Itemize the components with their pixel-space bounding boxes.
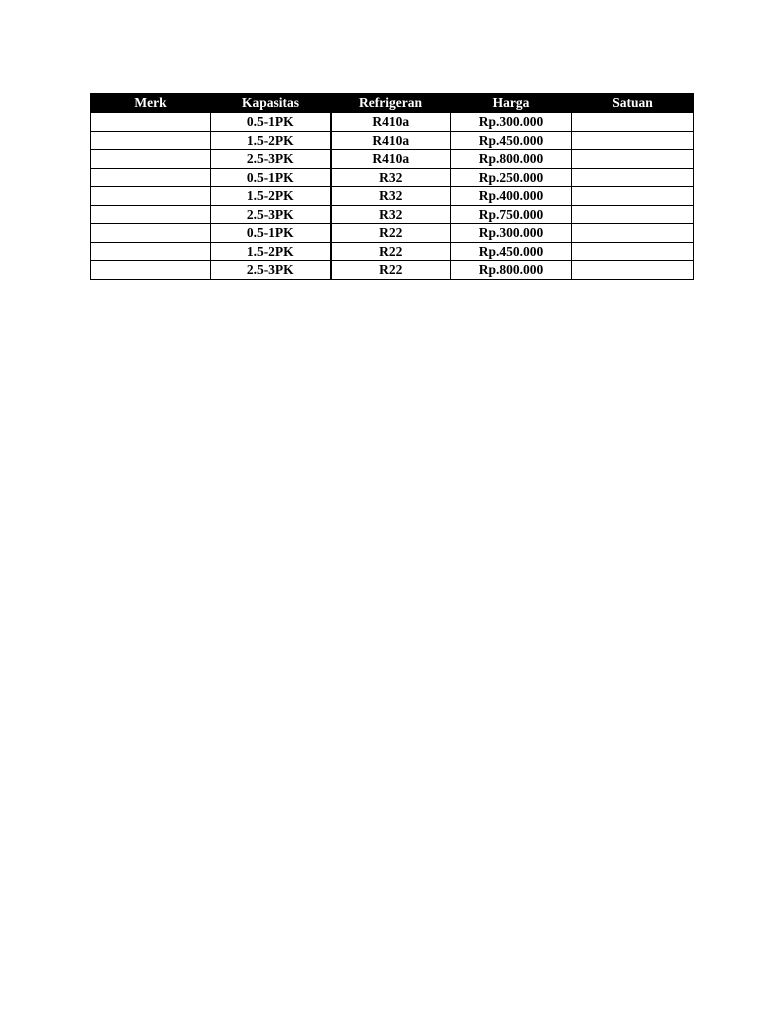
table-row	[91, 261, 694, 280]
refrigeran-cell: R410a	[331, 113, 451, 132]
header-merk: Merk	[91, 94, 211, 113]
refrigeran-cell: R410a	[331, 131, 451, 150]
merk-cell	[91, 131, 211, 150]
kapasitas-cell: 2.5-3PK	[211, 150, 331, 169]
header-satuan: Satuan	[572, 94, 694, 113]
kapasitas-cell: 2.5-3PK	[211, 261, 331, 280]
harga-cell: Rp.800.000	[451, 150, 572, 169]
harga-cell: Rp.450.000	[451, 131, 572, 150]
kapasitas-cell: 0.5-1PK	[211, 168, 331, 187]
kapasitas-cell: 0.5-1PK	[211, 224, 331, 243]
satuan-cell	[572, 261, 694, 280]
table-row	[91, 242, 694, 261]
satuan-cell	[572, 205, 694, 224]
harga-cell: Rp.750.000	[451, 205, 572, 224]
header-row	[91, 94, 694, 113]
merk-cell	[91, 261, 211, 280]
refrigeran-cell: R22	[331, 242, 451, 261]
kapasitas-cell: 0.5-1PK	[211, 113, 331, 132]
kapasitas-cell: 2.5-3PK	[211, 205, 331, 224]
table-row	[91, 168, 694, 187]
header-refrigeran: Refrigeran	[331, 94, 451, 113]
table-row	[91, 113, 694, 132]
satuan-cell	[572, 150, 694, 169]
harga-cell: Rp.450.000	[451, 242, 572, 261]
harga-cell: Rp.300.000	[451, 224, 572, 243]
merk-cell	[91, 113, 211, 132]
table-header	[91, 94, 694, 113]
table-row	[91, 131, 694, 150]
merk-cell	[91, 224, 211, 243]
refrigeran-cell: R32	[331, 187, 451, 206]
header-kapasitas: Kapasitas	[211, 94, 331, 113]
merk-cell	[91, 205, 211, 224]
satuan-cell	[572, 242, 694, 261]
refrigeran-cell: R22	[331, 261, 451, 280]
price-table	[90, 93, 694, 280]
merk-cell	[91, 187, 211, 206]
table-row	[91, 224, 694, 243]
satuan-cell	[572, 113, 694, 132]
refrigeran-cell: R22	[331, 224, 451, 243]
merk-cell	[91, 150, 211, 169]
kapasitas-cell: 1.5-2PK	[211, 187, 331, 206]
merk-cell	[91, 242, 211, 261]
header-harga: Harga	[451, 94, 572, 113]
refrigeran-cell: R32	[331, 168, 451, 187]
satuan-cell	[572, 224, 694, 243]
table-row	[91, 150, 694, 169]
satuan-cell	[572, 168, 694, 187]
table-row	[91, 187, 694, 206]
kapasitas-cell: 1.5-2PK	[211, 131, 331, 150]
table-body	[91, 113, 694, 280]
harga-cell: Rp.800.000	[451, 261, 572, 280]
satuan-cell	[572, 187, 694, 206]
table-row	[91, 205, 694, 224]
satuan-cell	[572, 131, 694, 150]
merk-cell	[91, 168, 211, 187]
harga-cell: Rp.300.000	[451, 113, 572, 132]
kapasitas-cell: 1.5-2PK	[211, 242, 331, 261]
refrigeran-cell: R410a	[331, 150, 451, 169]
harga-cell: Rp.250.000	[451, 168, 572, 187]
refrigeran-cell: R32	[331, 205, 451, 224]
harga-cell: Rp.400.000	[451, 187, 572, 206]
